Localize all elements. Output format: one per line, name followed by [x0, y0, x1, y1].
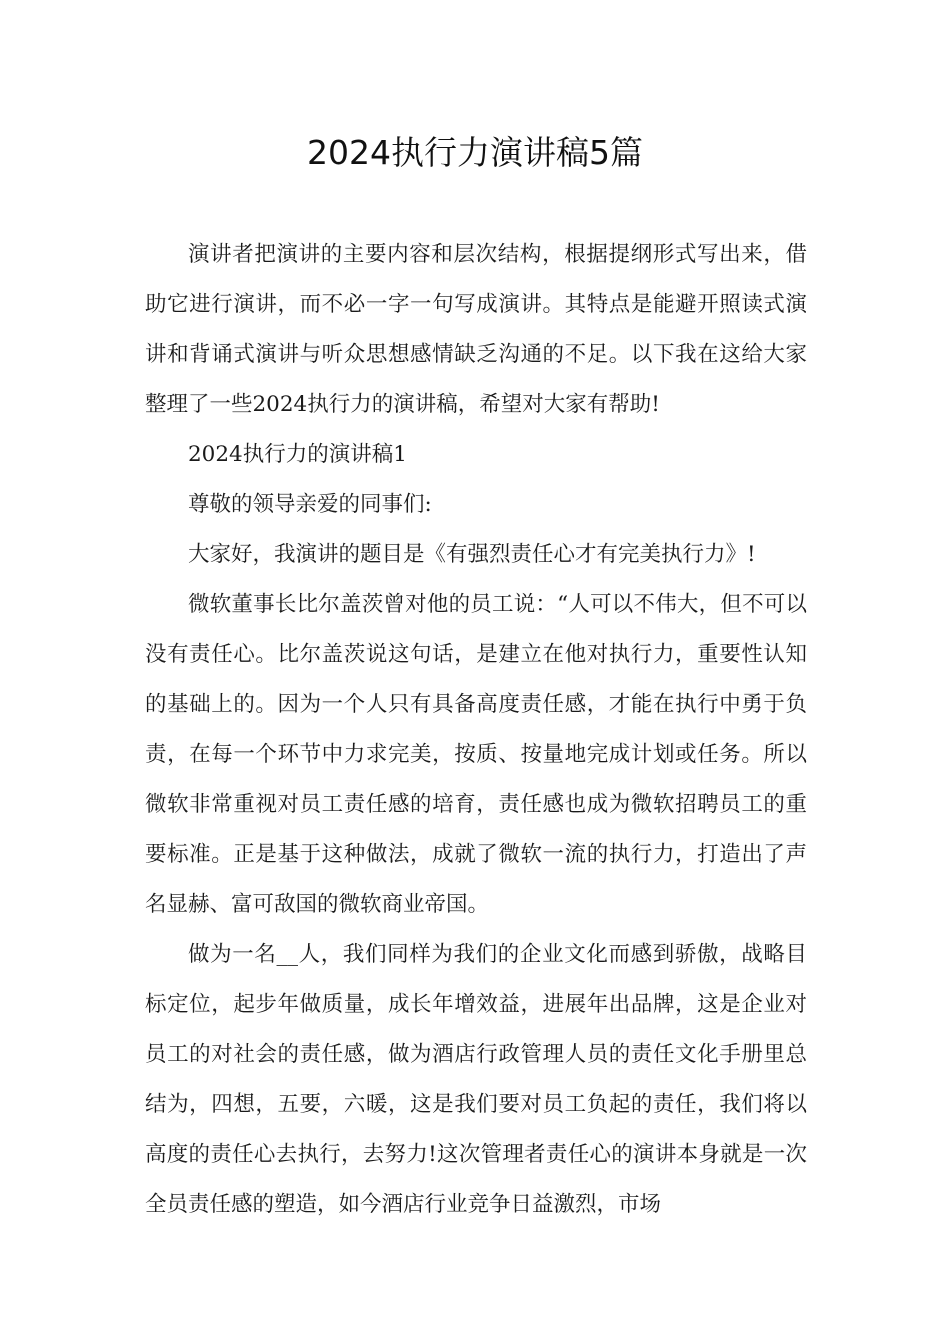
- greeting-paragraph: 大家好，我演讲的题目是《有强烈责任心才有完美执行力》!: [188, 542, 756, 567]
- salutation: 尊敬的领导亲爱的同事们:: [188, 492, 432, 517]
- body-paragraph: 微软董事长比尔盖茨曾对他的员工说：“人可以不伟大，但不可以没有责任心。比尔盖茨说这句话，是建立在他对执行力，重要性认知的基础上的。因为一个人只有具备高度责任感，才能在执行中勇于负责，在每一个环节中力求完美，按质、按量地完成计划或任务。所以微软非常重视对员工责任感的培育，责任感也成为微软招聘员工的重要标准。正是基于这种做法，成就了微软一流的执行力，打造出了声名显赫、富可敌国的微软商业帝国。: [145, 592, 807, 917]
- intro-paragraph: 演讲者把演讲的主要内容和层次结构，根据提纲形式写出来，借助它进行演讲，而不必一字一句写成演讲。其特点是能避开照读式演讲和背诵式演讲与听众思想感情缺乏沟通的不足。以下我在这给大家整理了一些2024执行力的演讲稿，希望对大家有帮助!: [145, 242, 807, 417]
- document-title: 2024执行力演讲稿5篇: [307, 133, 643, 172]
- section-heading: 2024执行力的演讲稿1: [188, 442, 407, 467]
- body-paragraph: 做为一名__人，我们同样为我们的企业文化而感到骄傲，战略目标定位，起步年做质量，成长年增效益，进展年出品牌，这是企业对员工的对社会的责任感，做为酒店行政管理人员的责任文化手册里总结为，四想，五要，六暖，这是我们要对员工负起的责任，我们将以高度的责任心去执行，去努力!这次管理者责任心的演讲本身就是一次全员责任感的塑造，如今酒店行业竞争日益激烈，市场: [145, 942, 807, 1217]
- document-body: [145, 230, 807, 1230]
